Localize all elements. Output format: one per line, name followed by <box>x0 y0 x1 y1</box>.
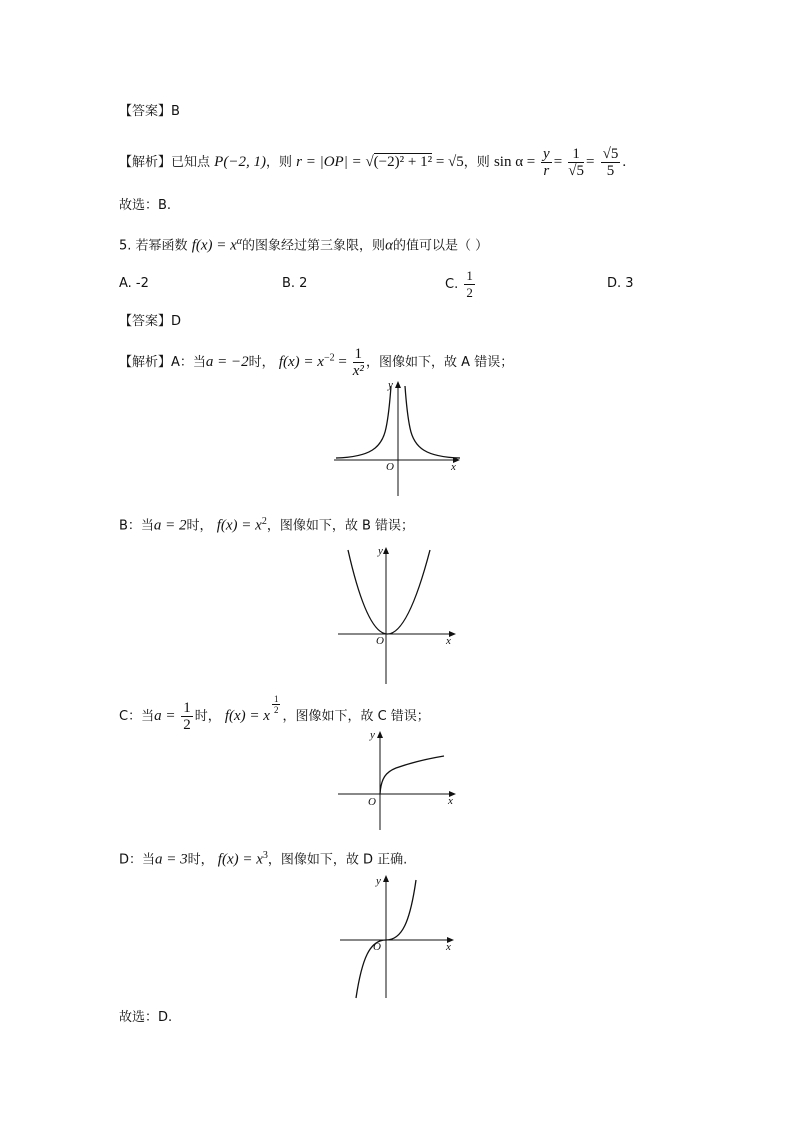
y-axis-arrow <box>377 731 383 738</box>
case-b <box>119 512 414 536</box>
graph-c <box>334 728 464 832</box>
stem-mid: 的图象经过第三象限，则 <box>242 238 386 254</box>
y-axis-arrow <box>395 381 401 388</box>
option-c <box>445 268 477 301</box>
answer-tag: 【答案】 <box>119 314 172 329</box>
case-exp: −2 <box>323 352 335 364</box>
frac-num: 1 <box>273 694 279 704</box>
stem-alpha: α <box>385 237 393 254</box>
axis-label-x: x <box>446 941 451 953</box>
case-cond: a = 2 <box>153 517 187 534</box>
answer-value: D <box>171 314 182 329</box>
analysis-tag: 【解析】 <box>119 155 172 170</box>
case-suffix: ，图像如下，故 C 错误； <box>282 709 430 724</box>
sin-expr: sin α = <box>493 154 540 170</box>
case-time: 时， <box>248 355 275 370</box>
axis-label-x: x <box>448 795 453 807</box>
frac-y-r <box>541 146 552 179</box>
stem-func: f(x) = x <box>191 237 237 254</box>
case-cond: a = 3 <box>155 851 188 868</box>
case-prefix: B：当 <box>119 518 154 534</box>
frac-num: √5 <box>602 146 619 162</box>
frac-den: x² <box>352 363 364 379</box>
q4-conclusion: 故选：B. <box>119 198 172 213</box>
origin-label: O <box>376 635 384 647</box>
frac-den: 2 <box>466 285 473 300</box>
case-func: f(x) = x <box>278 354 324 370</box>
sqrt-curve <box>380 756 444 794</box>
frac-num: y <box>543 146 550 162</box>
case-time: 时， <box>187 852 214 868</box>
r-expr: r = |OP| = <box>296 154 366 170</box>
case-func: f(x) = x <box>216 517 262 534</box>
q4-analysis: 【解析】已知点 P(−2, 1)，则 r = |OP| = √(−2)² + 1² = √5，则 sin α = $\frac{y}{r}$ = $\frac{1}{√5}$ = $\frac{√5}{5}$ . <box>119 146 627 179</box>
y-axis-arrow <box>383 547 389 554</box>
case-func: f(x) = x <box>217 851 263 868</box>
analysis-text: 已知点 <box>171 155 211 170</box>
analysis-tag: 【解析】 <box>119 355 172 370</box>
case-suffix: ，图像如下，故 D 正确. <box>267 852 408 868</box>
case-prefix: C：当 <box>119 709 155 724</box>
frac-den: 2 <box>183 717 191 733</box>
q5-conclusion: 故选：D. <box>119 1010 173 1025</box>
frac-den: √5 <box>568 163 585 179</box>
frac-den: 2 <box>273 705 279 715</box>
origin-label: O <box>386 461 394 473</box>
stem-suffix: 的值可以是（ ） <box>392 238 489 254</box>
frac-num: 1 <box>354 346 363 362</box>
axis-label-x: x <box>451 461 456 473</box>
case-d <box>119 846 407 870</box>
curve-left <box>336 386 391 458</box>
parabola <box>348 550 430 634</box>
case-prefix: D：当 <box>119 852 156 868</box>
frac-sqrt5-5 <box>601 146 621 179</box>
stem-prefix: 5. 若幂函数 <box>119 238 188 254</box>
case-time: 时， <box>186 518 213 534</box>
axis-label-y: y <box>370 729 375 741</box>
frac-num: 1 <box>183 700 191 716</box>
case-exp: 2 <box>261 516 267 527</box>
graph-d <box>336 872 464 1000</box>
axis-label-y: y <box>376 875 381 887</box>
origin-label: O <box>373 941 381 953</box>
frac-num: 1 <box>568 146 584 163</box>
case-time: 时， <box>194 709 221 724</box>
case-c-frac <box>181 700 193 733</box>
stem-exp: α <box>236 236 243 247</box>
y-axis-arrow <box>383 875 389 882</box>
case-prefix: A：当 <box>171 355 206 370</box>
case-cond: a = <box>154 708 180 724</box>
option-c-frac <box>464 268 475 301</box>
case-a-frac <box>353 346 365 379</box>
case-suffix: ，图像如下，故 B 错误； <box>266 518 414 534</box>
analysis-text: ，则 <box>463 155 490 170</box>
point-p: P(−2, 1) <box>214 154 266 170</box>
case-suffix: ，图像如下，故 A 错误； <box>366 355 514 370</box>
answer-value: B <box>171 104 180 119</box>
option-a: A. -2 <box>119 276 149 291</box>
curve-right <box>405 386 460 458</box>
case-a <box>119 346 513 379</box>
option-b: B. 2 <box>282 276 308 291</box>
case-c-exp <box>272 694 281 715</box>
graph-a <box>330 378 466 500</box>
frac-den: r <box>543 163 550 179</box>
sqrt-sign: √ <box>365 154 374 170</box>
sqrt-inner: (−2)² + 1² <box>373 154 433 170</box>
origin-label: O <box>368 796 376 808</box>
option-c-label: C. <box>445 277 459 292</box>
case-cond: a = −2 <box>205 354 249 370</box>
axis-label-y: y <box>378 545 383 557</box>
eq-sqrt5: = √5 <box>432 154 464 170</box>
q5-answer <box>119 312 181 332</box>
q4-answer <box>119 102 180 122</box>
frac-den: 5 <box>606 163 615 179</box>
frac-1-sqrt5 <box>568 146 584 179</box>
analysis-text: ，则 <box>265 155 292 170</box>
answer-tag: 【答案】 <box>119 104 172 119</box>
option-d: D. 3 <box>607 276 634 291</box>
q5-stem <box>119 232 488 256</box>
case-exp: 3 <box>262 850 268 861</box>
graph-b <box>334 542 464 688</box>
axis-label-x: x <box>446 635 451 647</box>
case-func: f(x) = x <box>224 708 270 724</box>
case-eq: = <box>334 354 351 370</box>
frac-num: 1 <box>466 268 473 283</box>
axis-label-y: y <box>388 379 393 391</box>
